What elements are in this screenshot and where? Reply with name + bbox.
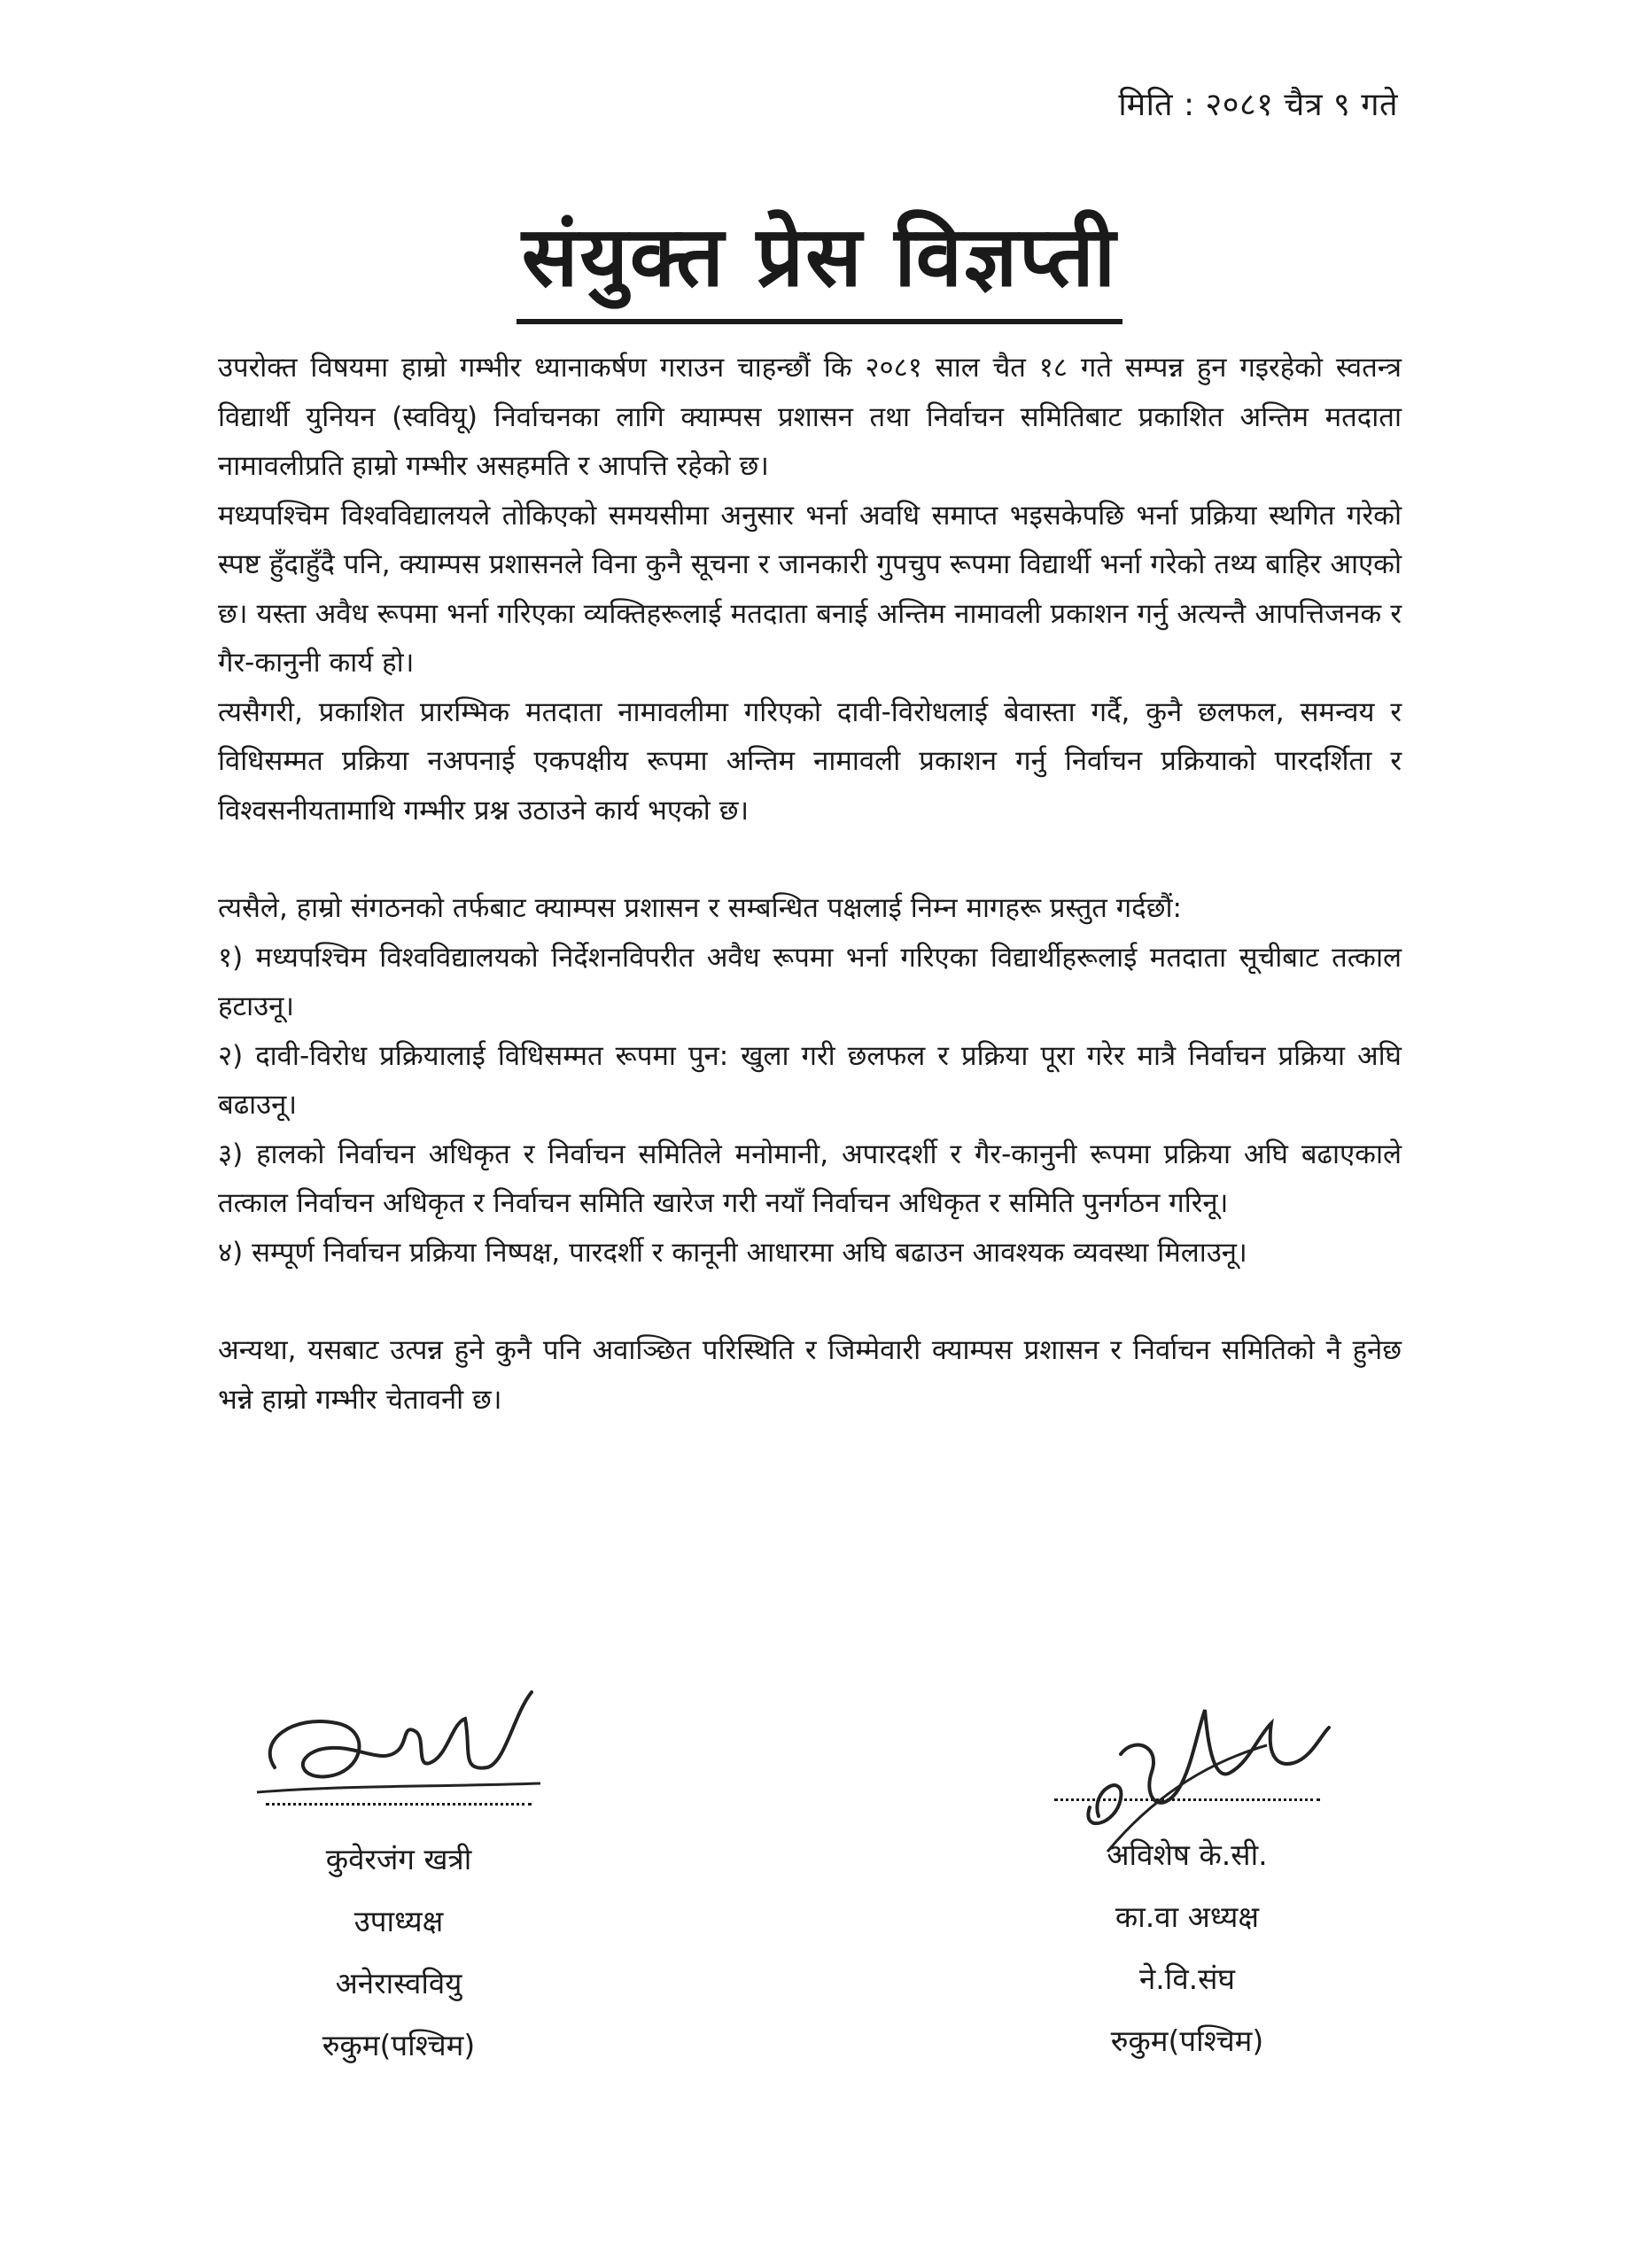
signature-block-right <box>1028 1683 1347 2072</box>
signatory-district-right: रुकुम(पश्चिम) <box>1110 2023 1264 2058</box>
demand-item-4: ४) सम्पूर्ण निर्वाचन प्रक्रिया निष्पक्ष, पारदर्शी र कानूनी आधारमा अघि बढाउन आवश्यक व्यवस्था मिलाउनू। <box>218 1236 1247 1269</box>
release-date: मिति : २०८१ चैत्र ९ गते <box>1118 87 1398 123</box>
document-title <box>0 197 1639 324</box>
release-body <box>218 344 1402 1425</box>
demand-item-3: ३) हालको निर्वाचन अधिकृत र निर्वाचन समितिले मनोमानी, अपारदर्शी र गैर-कानुनी रूपमा प्रक्रिया अघि बढाएकाले तत्काल निर्वाचन अधिकृत र निर्वाचन समिति खारेज गरी नयाँ निर्वाचन अधिकृत र समिति पुनर्गठन गरिनू। <box>218 1138 1402 1219</box>
signatory-name-left: कुवेरजंग खत्री <box>325 1842 472 1876</box>
demands-intro: त्यसैले, हाम्रो संगठनको तर्फबाट क्याम्पस प्रशासन र सम्बन्धित पक्षलाई निम्न मागहरू प्रस्तुत गर्दछौं: <box>218 892 1182 924</box>
paragraph-objection: उपरोक्त विषयमा हाम्रो गम्भीर ध्यानाकर्षण गराउन चाहन्छौं कि २०८१ साल चैत १८ गते सम्पन्न हुन गइरहेको स्वतन्त्र विद्यार्थी युनियन (स्ववियू) निर्वाचनका लागि क्याम्पस प्रशासन तथा निर्वाचन समितिबाट प्रकाशित अन्तिम मतदाता नामावलीप्रति हाम्रो गम्भीर असहमति र आपत्ति रहेको छ। <box>218 352 1402 482</box>
signatory-position-left: उपाध्यक्ष <box>353 1904 444 1938</box>
warning-paragraph: अन्यथा, यसबाट उत्पन्न हुने कुनै पनि अवाञ्छित परिस्थिति र जिम्मेवारी क्याम्पस प्रशासन र निर्वाचन समितिको नै हुनेछ भन्ने हाम्रो गम्भीर चेतावनी छ। <box>218 1334 1402 1416</box>
signature-block-left <box>239 1688 558 2077</box>
handwritten-signature-left <box>239 1688 558 1803</box>
signatory-organization-right: ने.वि.संघ <box>1138 1961 1235 1996</box>
signatory-position-right: का.वा अध्यक्ष <box>1115 1899 1260 1934</box>
demand-item-2: २) दावी-विरोध प्रक्रियालाई विधिसम्मत रूपमा पुन: खुला गरी छलफल र प्रक्रिया पूरा गरेर मात्रै निर्वाचन प्रक्रिया अघि बढाउनू। <box>218 1039 1402 1121</box>
spacer <box>218 1278 1402 1326</box>
paragraph-voter-list: त्यसैगरी, प्रकाशित प्रारम्भिक मतदाता नामावलीमा गरिएको दावी-विरोधलाई बेवास्ता गर्दै, कुनै छलफल, समन्वय र विधिसम्मत प्रक्रिया नअपनाई एकपक्षीय रूपमा अन्तिम नामावली प्रकाशन गर्नु निर्वाचन प्रक्रियाको पारदर्शिता र विश्वसनीयतामाथि गम्भीर प्रश्न उठाउने कार्य भएको छ। <box>218 695 1402 827</box>
title-text: संयुक्त प्रेस विज्ञप्ती <box>517 197 1122 324</box>
spacer <box>218 835 1402 884</box>
demand-item-1: १) मध्यपश्चिम विश्वविद्यालयको निर्देशनविपरीत अवैध रूपमा भर्ना गरिएका विद्यार्थीहरूलाई मतदाता सूचीबाट तत्काल हटाउनू। <box>218 941 1402 1022</box>
signatory-district-left: रुकुम(पश्चिम) <box>322 2028 476 2062</box>
signature-line-left <box>266 1803 532 1806</box>
handwritten-signature-right <box>1028 1683 1347 1798</box>
signatory-organization-left: अनेरास्ववियु <box>335 1966 462 2000</box>
signatory-name-right: अविशेष के.सी. <box>1107 1837 1268 1872</box>
paragraph-admission: मध्यपश्चिम विश्वविद्यालयले तोकिएको समयसीमा अनुसार भर्ना अवधि समाप्त भइसकेपछि भर्ना प्रक्रिया स्थगित गरेको स्पष्ट हुँदाहुँदै पनि, क्याम्पस प्रशासनले विना कुनै सूचना र जानकारी गुपचुप रूपमा विद्यार्थी भर्ना गरेको तथ्य बाहिर आएको छ। यस्ता अवैध रूपमा भर्ना गरिएका व्यक्तिहरूलाई मतदाता बनाई अन्तिम नामावली प्रकाशन गर्नु अत्यन्तै आपत्तिजनक र गैर-कानुनी कार्य हो। <box>218 499 1402 679</box>
